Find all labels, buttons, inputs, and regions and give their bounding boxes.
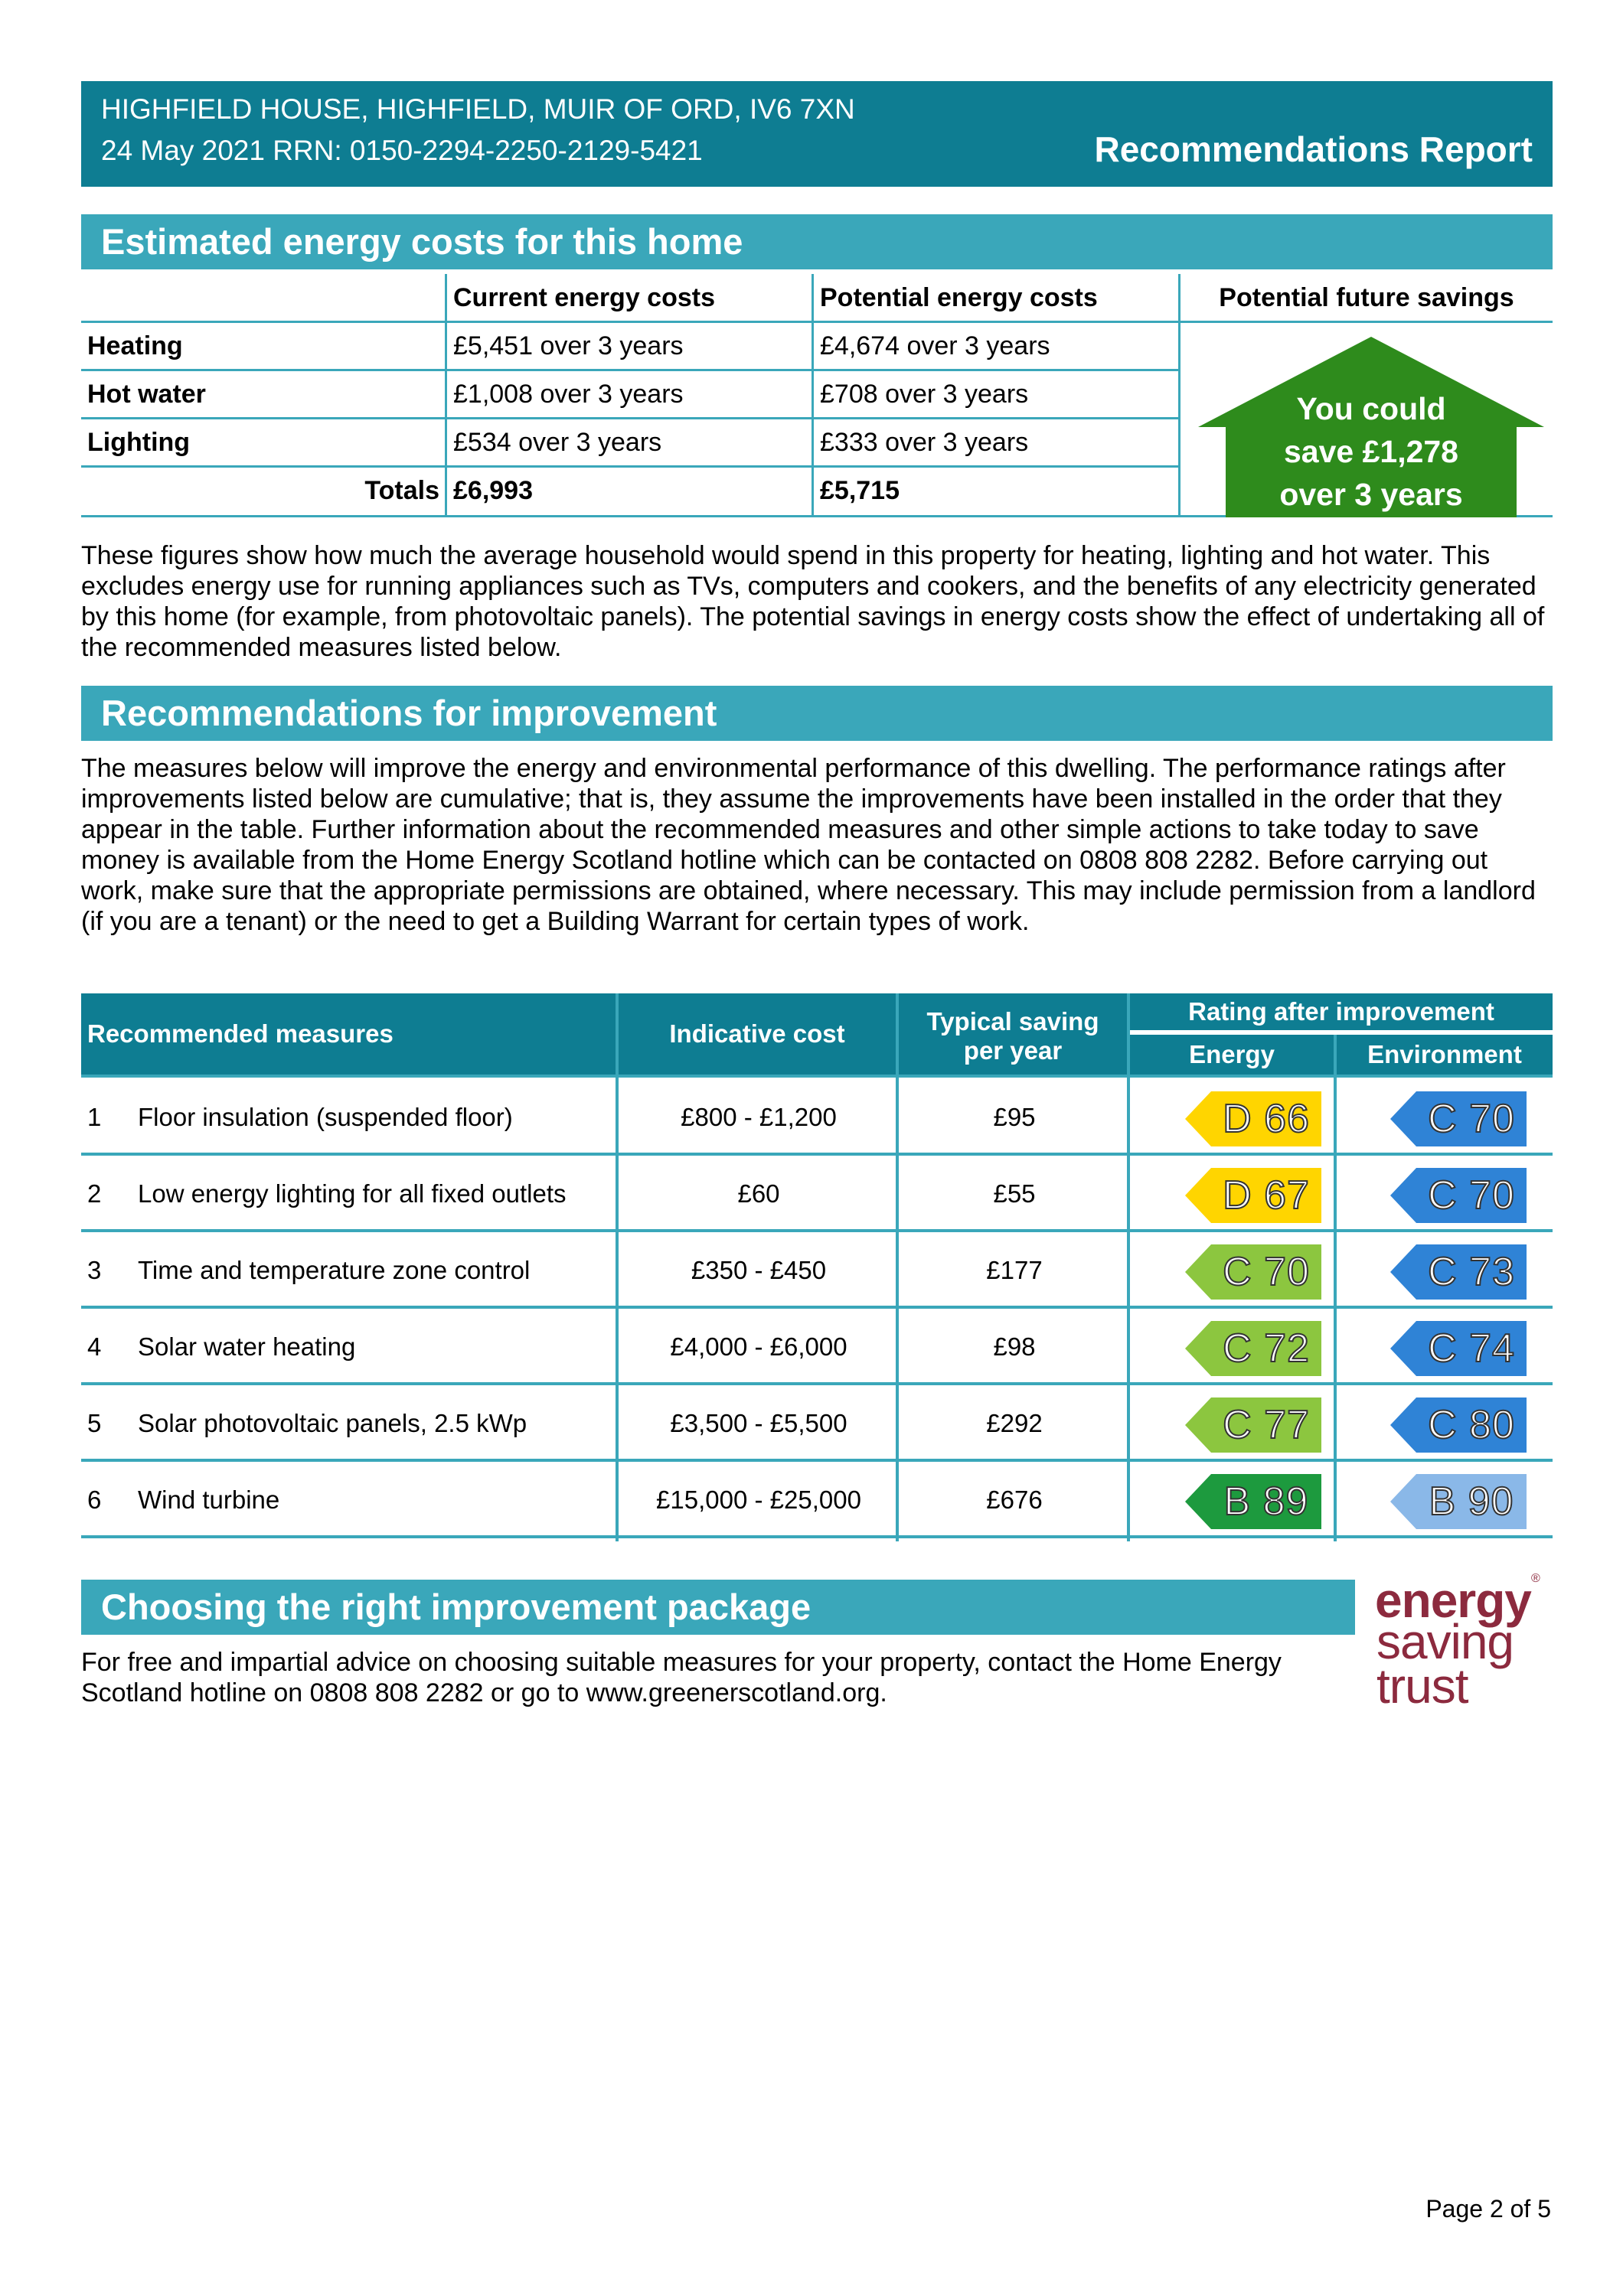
col-savings-header: Potential future savings bbox=[1219, 283, 1514, 312]
environment-rating-text: C 70 bbox=[1428, 1097, 1515, 1141]
table-divider bbox=[896, 993, 899, 1541]
measure-saving: £676 bbox=[986, 1486, 1043, 1514]
col-saving-line-2: per year bbox=[963, 1036, 1063, 1065]
table-row bbox=[81, 1309, 1553, 1385]
energy-rating-text: C 77 bbox=[1223, 1403, 1310, 1447]
environment-rating-badge bbox=[1390, 1397, 1527, 1453]
environment-rating-text: C 73 bbox=[1428, 1250, 1515, 1294]
energy-rating-badge bbox=[1185, 1474, 1321, 1529]
measure-number: 5 bbox=[87, 1409, 102, 1437]
measure-description: Floor insulation (suspended floor) bbox=[138, 1103, 513, 1131]
package-section-title: Choosing the right improvement package bbox=[81, 1580, 1355, 1635]
property-address: HIGHFIELD HOUSE, HIGHFIELD, MUIR OF ORD, IV6 7XN bbox=[101, 93, 855, 125]
environment-rating-badge bbox=[1390, 1168, 1527, 1223]
totals-potential: £5,715 bbox=[820, 476, 900, 505]
col-energy-header: Energy bbox=[1130, 1035, 1334, 1075]
heating-current: £5,451 over 3 years bbox=[453, 331, 684, 360]
measure-saving: £95 bbox=[993, 1103, 1036, 1131]
energy-rating-badge bbox=[1185, 1321, 1321, 1376]
logo-word-trust: trust bbox=[1376, 1658, 1468, 1714]
measure-number: 4 bbox=[87, 1332, 102, 1361]
table-divider bbox=[812, 274, 814, 517]
totals-label: Totals bbox=[364, 476, 439, 505]
page-number: Page 2 of 5 bbox=[1425, 2195, 1551, 2223]
measure-description: Time and temperature zone control bbox=[138, 1256, 531, 1284]
savings-arrow-shape bbox=[1195, 337, 1547, 517]
environment-rating-badge bbox=[1390, 1091, 1527, 1146]
hot-water-potential: £708 over 3 years bbox=[820, 380, 1029, 409]
col-current-header: Current energy costs bbox=[453, 283, 715, 312]
col-measures-label: Recommended measures bbox=[87, 1019, 394, 1048]
col-environment-header: Environment bbox=[1337, 1035, 1553, 1075]
table-row bbox=[81, 1156, 1553, 1232]
row-rule bbox=[81, 1535, 1553, 1538]
measure-cost: £800 - £1,200 bbox=[681, 1103, 837, 1131]
header-rule bbox=[81, 1075, 1553, 1078]
measure-saving: £55 bbox=[993, 1179, 1036, 1208]
energy-rating-badge bbox=[1185, 1168, 1321, 1223]
energy-rating-badge bbox=[1185, 1091, 1321, 1146]
environment-rating-badge bbox=[1390, 1321, 1527, 1376]
energy-rating-badge bbox=[1185, 1244, 1321, 1300]
col-rating-header: Rating after improvement bbox=[1130, 993, 1553, 1030]
table-row bbox=[81, 1385, 1553, 1462]
package-text: For free and impartial advice on choosing suitable measures for your property, contact the Home Energy Scotland hotline on 0808 808 2282 or go to www.greenerscotland.org. bbox=[81, 1648, 1282, 1707]
table-divider bbox=[1127, 993, 1130, 1541]
col-potential-header: Potential energy costs bbox=[820, 283, 1098, 312]
table-divider bbox=[616, 993, 619, 1541]
recommendations-section-title: Recommendations for improvement bbox=[81, 686, 1553, 741]
measure-description: Wind turbine bbox=[138, 1486, 280, 1514]
table-row bbox=[81, 1232, 1553, 1309]
measure-number: 3 bbox=[87, 1256, 102, 1284]
environment-rating-text: B 90 bbox=[1429, 1479, 1514, 1524]
measures-table bbox=[81, 993, 1553, 1541]
lighting-current: £534 over 3 years bbox=[453, 428, 662, 457]
measure-saving: £177 bbox=[986, 1256, 1043, 1284]
measure-number: 1 bbox=[87, 1103, 102, 1131]
date-rrn: 24 May 2021 RRN: 0150-2294-2250-2129-5421 bbox=[101, 135, 703, 166]
environment-rating-badge bbox=[1390, 1244, 1527, 1300]
energy-rating-text: D 66 bbox=[1223, 1097, 1310, 1141]
logo-word-energy: energy bbox=[1375, 1573, 1531, 1628]
table-divider bbox=[445, 274, 447, 517]
measure-description: Low energy lighting for all fixed outlets bbox=[138, 1179, 567, 1208]
measure-saving: £98 bbox=[993, 1332, 1036, 1361]
savings-line-2: save £1,278 bbox=[1283, 434, 1459, 469]
table-divider bbox=[1334, 1035, 1337, 1541]
table-rule bbox=[81, 465, 1181, 468]
environment-rating-text: C 70 bbox=[1428, 1173, 1515, 1218]
logo-registered-mark: ® bbox=[1531, 1572, 1540, 1585]
savings-line-1: You could bbox=[1296, 391, 1446, 426]
costs-section-title: Estimated energy costs for this home bbox=[81, 214, 1553, 269]
col-measures-header bbox=[81, 993, 616, 1075]
measure-cost: £15,000 - £25,000 bbox=[656, 1486, 861, 1514]
energy-saving-trust-logo bbox=[1375, 1572, 1550, 1717]
recommendations-intro: The measures below will improve the energy and environmental performance of this dwelling. The performance ratings after improvements listed below are cumulative; that is, they assume the improvements have been installed in the order that they appear in the table. Further information about the recommended measures and other simple actions to take today to save money is available from the Home Energy Scotland hotline which can be contacted on 0808 808 2282. Before carrying out work, make sure that the appropriate permissions are obtained, where necessary. This may include permission from a landlord (if you are a tenant) or the need to get a Building Warrant for certain types of work. bbox=[81, 754, 1536, 936]
measure-cost: £60 bbox=[737, 1179, 780, 1208]
energy-rating-text: B 89 bbox=[1223, 1479, 1309, 1524]
energy-rating-badge bbox=[1185, 1397, 1321, 1453]
environment-rating-text: C 80 bbox=[1428, 1403, 1515, 1447]
energy-rating-text: C 72 bbox=[1223, 1326, 1310, 1371]
row-label-lighting: Lighting bbox=[87, 428, 191, 457]
measure-saving: £292 bbox=[986, 1409, 1043, 1437]
row-label-hot-water: Hot water bbox=[87, 380, 206, 409]
measure-cost: £350 - £450 bbox=[691, 1256, 827, 1284]
table-divider bbox=[1178, 274, 1181, 517]
report-header bbox=[81, 81, 1553, 187]
col-saving-header bbox=[899, 993, 1127, 1075]
savings-line-3: over 3 years bbox=[1279, 477, 1463, 512]
environment-rating-text: C 74 bbox=[1428, 1326, 1515, 1371]
measure-cost: £3,500 - £5,500 bbox=[670, 1409, 847, 1437]
logo-word-saving: saving bbox=[1376, 1614, 1514, 1669]
col-cost-header: Indicative cost bbox=[619, 993, 896, 1075]
table-row bbox=[81, 1462, 1553, 1538]
table-rule bbox=[81, 369, 1181, 371]
heating-potential: £4,674 over 3 years bbox=[820, 331, 1050, 360]
report-title: Recommendations Report bbox=[1094, 129, 1533, 169]
environment-rating-badge bbox=[1390, 1474, 1527, 1529]
savings-arrow bbox=[1195, 337, 1547, 517]
table-rule bbox=[81, 321, 1553, 323]
measure-cost: £4,000 - £6,000 bbox=[670, 1332, 847, 1361]
table-row bbox=[81, 1079, 1553, 1156]
energy-rating-text: D 67 bbox=[1223, 1173, 1310, 1218]
lighting-potential: £333 over 3 years bbox=[820, 428, 1029, 457]
hot-water-current: £1,008 over 3 years bbox=[453, 380, 684, 409]
col-saving-line-1: Typical saving bbox=[926, 1007, 1099, 1035]
row-label-heating: Heating bbox=[87, 331, 183, 360]
totals-current: £6,993 bbox=[453, 476, 533, 505]
costs-explanation: These figures show how much the average household would spend in this property for heating, lighting and hot water. This excludes energy use for running appliances such as TVs, computers and cookers, and the benefits of any electricity generated by this home (for example, from photovoltaic panels). The potential savings in energy costs show the effect of undertaking all of the recommended measures listed below. bbox=[81, 541, 1545, 662]
measure-description: Solar water heating bbox=[138, 1332, 356, 1361]
measure-number: 6 bbox=[87, 1486, 102, 1514]
measure-description: Solar photovoltaic panels, 2.5 kWp bbox=[138, 1409, 527, 1437]
table-rule bbox=[81, 417, 1181, 419]
energy-rating-text: C 70 bbox=[1223, 1250, 1310, 1294]
measure-number: 2 bbox=[87, 1179, 102, 1208]
